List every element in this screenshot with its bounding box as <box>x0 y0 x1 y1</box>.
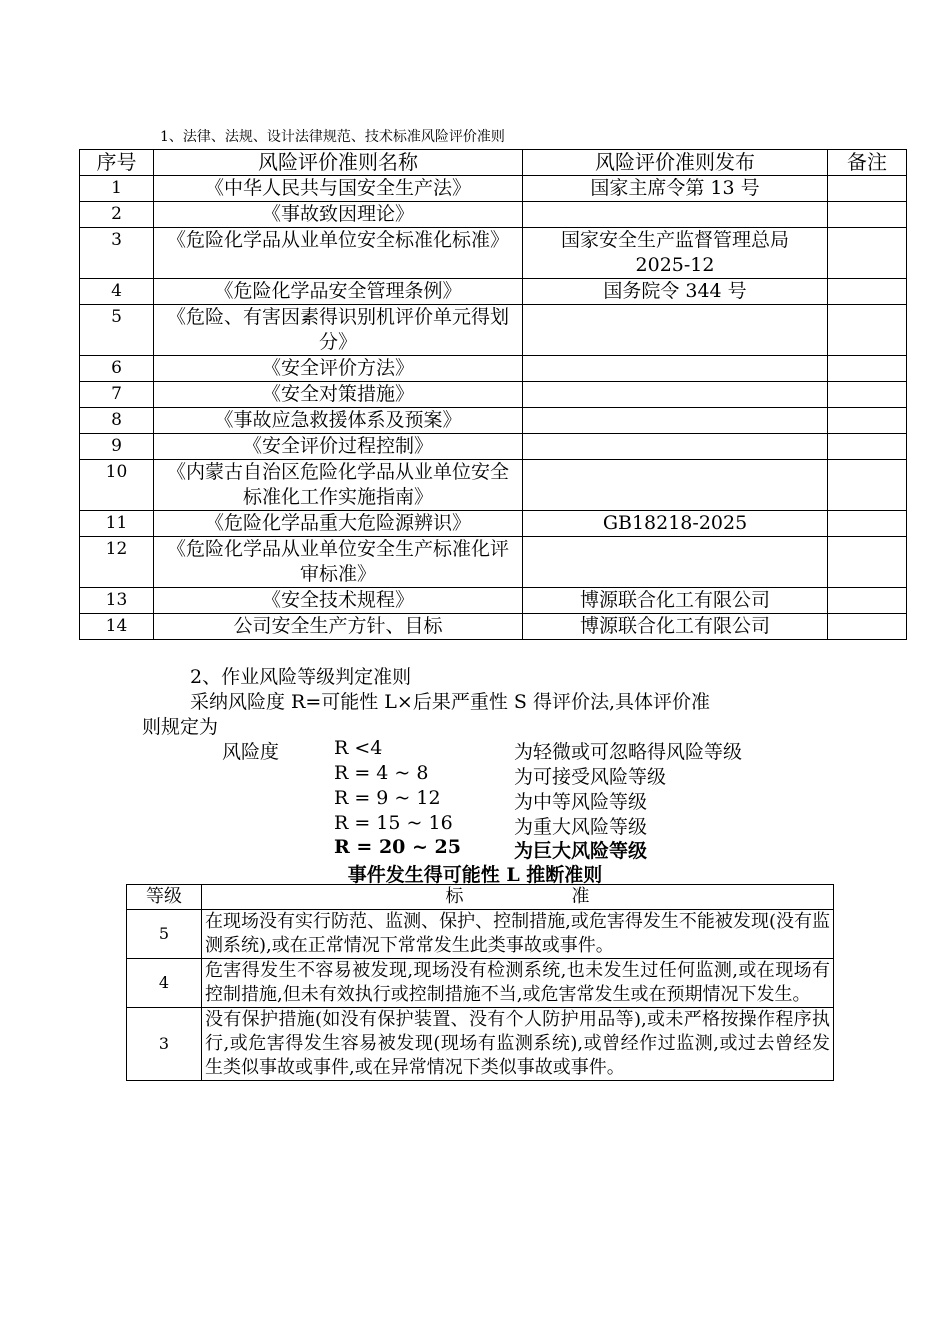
row-name: 《安全技术规程》 <box>154 588 523 614</box>
risk-range: R = 15 ~ 16 <box>334 812 453 834</box>
table-row <box>80 356 907 382</box>
risk-desc: 为重大风险等级 <box>514 816 648 838</box>
row-pub <box>523 305 828 356</box>
row-name: 《危险、有害因素得识别机评价单元得划分》 <box>154 305 523 356</box>
row-name: 《安全评价方法》 <box>154 356 523 382</box>
row-no: 11 <box>80 511 154 537</box>
header-pub: 风险评价准则发布 <box>523 150 828 176</box>
section1-title: 1、法律、法规、设计法律规范、技术标准风险评价准则 <box>160 129 505 145</box>
row-no: 1 <box>80 176 154 202</box>
row-name: 《安全对策措施》 <box>154 382 523 408</box>
row-note <box>828 202 907 228</box>
row-pub <box>523 408 828 434</box>
table-row <box>127 910 834 959</box>
row-pub <box>523 537 828 588</box>
risk-range: R = 4 ~ 8 <box>334 762 429 784</box>
likelihood-table <box>126 884 834 1081</box>
row-name: 《事故应急救援体系及预案》 <box>154 408 523 434</box>
law-table <box>79 149 907 640</box>
row-no: 12 <box>80 537 154 588</box>
risk-range: R = 20 ~ 25 <box>334 836 461 858</box>
section2-title: 2、作业风险等级判定准则 <box>190 666 412 688</box>
header-standard: 标 准 <box>202 885 834 910</box>
row-note <box>828 588 907 614</box>
row-note <box>828 434 907 460</box>
row-pub: 国家安全生产监督管理总局 2025-12 <box>523 228 828 279</box>
header-note: 备注 <box>828 150 907 176</box>
table-row <box>80 176 907 202</box>
row-name: 《危险化学品从业单位安全标准化标准》 <box>154 228 523 279</box>
risk-range: R = 9 ~ 12 <box>334 787 441 809</box>
row-no: 4 <box>80 279 154 305</box>
row-pub <box>523 434 828 460</box>
section2-intro-cont: 则规定为 <box>142 716 219 738</box>
risk-desc: 为中等风险等级 <box>514 791 648 813</box>
row-note <box>828 356 907 382</box>
row-pub: 国家主席令第 13 号 <box>523 176 828 202</box>
row-note <box>828 176 907 202</box>
row-no: 5 <box>80 305 154 356</box>
table-row <box>80 202 907 228</box>
row-name: 《中华人民共与国安全生产法》 <box>154 176 523 202</box>
risk-desc: 为可接受风险等级 <box>514 766 667 788</box>
row-note <box>828 460 907 511</box>
row-no: 6 <box>80 356 154 382</box>
standard-cell: 没有保护措施(如没有保护装置、没有个人防护用品等),或未严格按操作程序执行,或危害得发生容易被发现(现场有监测系统),或曾经作过监测,或过去曾经发生类似事故或事件,或在异常情况下类似事故或事件。 <box>202 1008 834 1081</box>
row-no: 2 <box>80 202 154 228</box>
row-note <box>828 614 907 640</box>
table-row <box>80 588 907 614</box>
row-pub <box>523 356 828 382</box>
row-note <box>828 511 907 537</box>
table-row <box>80 382 907 408</box>
level-cell: 5 <box>127 910 202 959</box>
header-name: 风险评价准则名称 <box>154 150 523 176</box>
standard-cell: 危害得发生不容易被发现,现场没有检测系统,也未发生过任何监测,或在现场有控制措施,但未有效执行或控制措施不当,或危害常发生或在预期情况下发生。 <box>202 959 834 1008</box>
row-no: 14 <box>80 614 154 640</box>
risk-range: R <4 <box>334 737 383 759</box>
table-row <box>80 460 907 511</box>
row-pub: 博源联合化工有限公司 <box>523 588 828 614</box>
table-row <box>80 228 907 279</box>
section2-intro: 采纳风险度 R=可能性 L×后果严重性 S 得评价法,具体评价准 <box>190 691 710 713</box>
row-pub <box>523 202 828 228</box>
row-note <box>828 279 907 305</box>
row-note <box>828 382 907 408</box>
row-note <box>828 408 907 434</box>
row-pub: GB18218-2025 <box>523 511 828 537</box>
row-note <box>828 537 907 588</box>
level-cell: 4 <box>127 959 202 1008</box>
table-row <box>80 537 907 588</box>
row-pub: 博源联合化工有限公司 <box>523 614 828 640</box>
row-name: 《危险化学品从业单位安全生产标准化评审标准》 <box>154 537 523 588</box>
likelihood-title: 事件发生得可能性 L 推断准则 <box>347 864 603 886</box>
row-pub <box>523 460 828 511</box>
row-pub: 国务院令 344 号 <box>523 279 828 305</box>
table-row <box>80 279 907 305</box>
table-row <box>127 1008 834 1081</box>
row-no: 9 <box>80 434 154 460</box>
row-pub <box>523 382 828 408</box>
header-level: 等级 <box>127 885 202 910</box>
row-no: 3 <box>80 228 154 279</box>
row-no: 10 <box>80 460 154 511</box>
row-note <box>828 228 907 279</box>
header-no: 序号 <box>80 150 154 176</box>
risk-desc: 为巨大风险等级 <box>514 840 648 862</box>
row-no: 7 <box>80 382 154 408</box>
row-name: 《事故致因理论》 <box>154 202 523 228</box>
table-row <box>80 305 907 356</box>
likelihood-table-header <box>127 885 834 910</box>
table-row <box>80 511 907 537</box>
standard-cell: 在现场没有实行防范、监测、保护、控制措施,或危害得发生不能被发现(没有监测系统),或在正常情况下常常发生此类事故或事件。 <box>202 910 834 959</box>
risk-desc: 为轻微或可忽略得风险等级 <box>514 741 743 763</box>
table-row <box>80 434 907 460</box>
row-no: 8 <box>80 408 154 434</box>
row-name: 公司安全生产方针、目标 <box>154 614 523 640</box>
row-note <box>828 305 907 356</box>
row-name: 《内蒙古自治区危险化学品从业单位安全标准化工作实施指南》 <box>154 460 523 511</box>
table-row <box>127 959 834 1008</box>
row-name: 《危险化学品重大危险源辨识》 <box>154 511 523 537</box>
row-name: 《危险化学品安全管理条例》 <box>154 279 523 305</box>
row-no: 13 <box>80 588 154 614</box>
level-cell: 3 <box>127 1008 202 1081</box>
table-row <box>80 614 907 640</box>
risk-label: 风险度 <box>222 741 280 763</box>
table-row <box>80 408 907 434</box>
row-name: 《安全评价过程控制》 <box>154 434 523 460</box>
law-table-header <box>80 150 907 176</box>
